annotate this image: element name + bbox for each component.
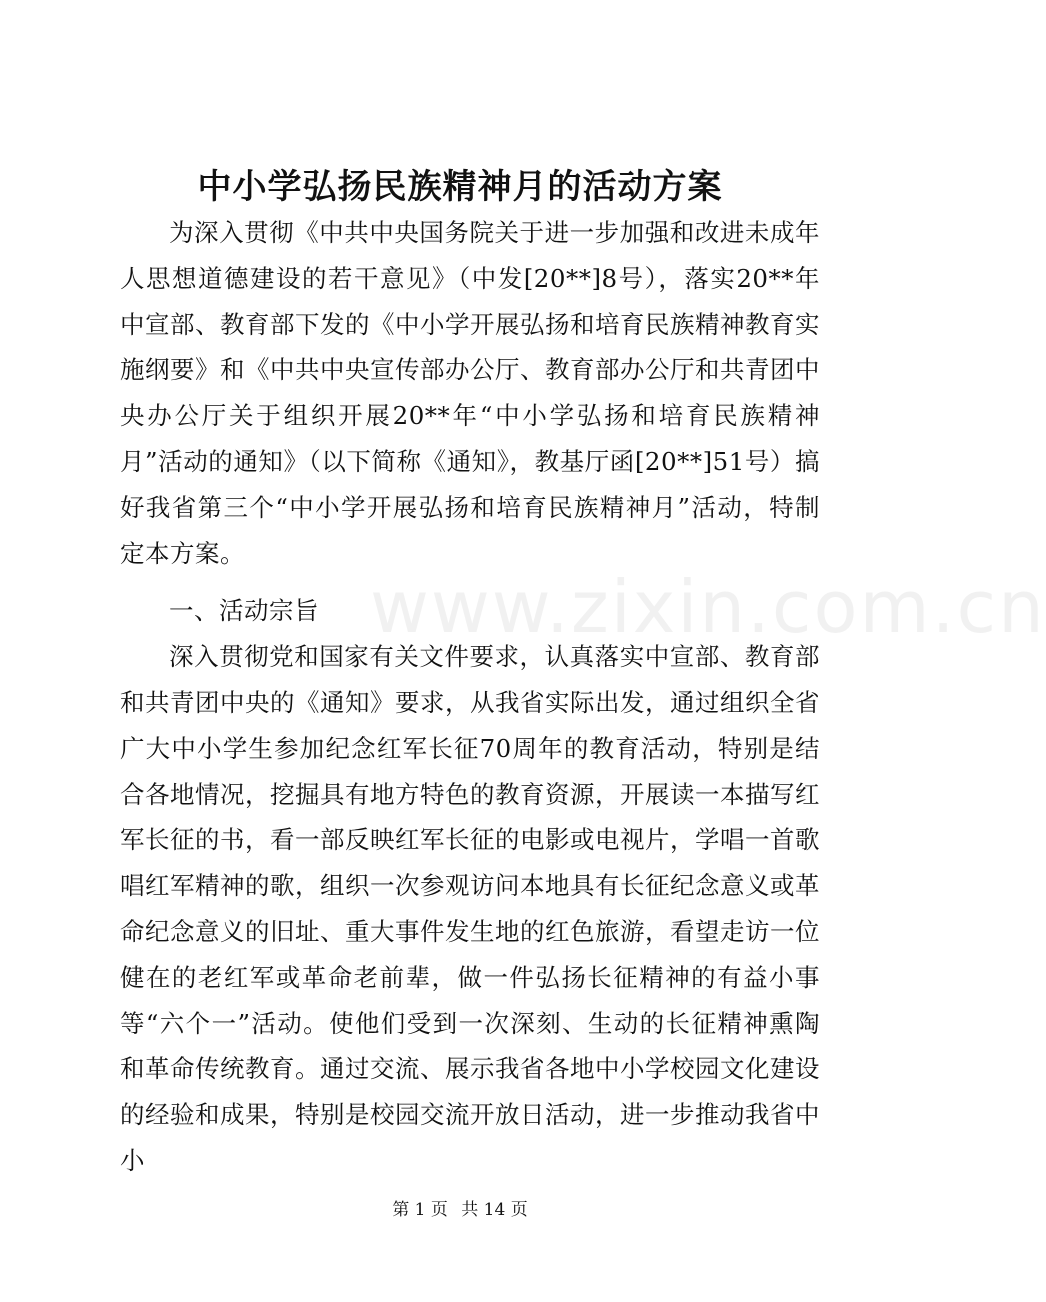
body-paragraph: 深入贯彻党和国家有关文件要求，认真落实中宣部、教育部和共青团中央的《通知》要求，从我省实际出发，通过组织全省广大中小学生参加纪念红军长征70周年的教育活动，特别是结合各地情况，挖掘具有地方特色的教育资源，开展读一本描写红军长征的书，看一部反映红军长征的电影或电视片，学唱一首歌唱红军精神的歌，组织一次参观访问本地具有长征纪念意义或革命纪念意义的旧址、重大事件发生地的红色旅游，看望走访一位健在的老红军或革命老前辈，做一件弘扬长征精神的有益小事等“六个一”活动。使他们受到一次深刻、生动的长征精神熏陶和革命传统教育。通过交流、展示我省各地中小学校园文化建设的经验和成果，特别是校园交流开放日活动，进一步推动我省中小 bbox=[120, 642, 820, 1175]
page-total: 共 14 页 bbox=[461, 1200, 528, 1220]
page-number: 第 1 页 bbox=[392, 1200, 448, 1220]
document-title: 中小学弘扬民族精神月的活动方案 bbox=[197, 167, 723, 207]
page-footer bbox=[0, 1195, 920, 1225]
watermark: www.zixin.com.cn bbox=[370, 565, 1046, 649]
section-heading: 一、活动宗旨 bbox=[169, 596, 319, 626]
document-body bbox=[120, 210, 820, 1184]
intro-paragraph: 为深入贯彻《中共中央国务院关于进一步加强和改进未成年人思想道德建设的若干意见》（中发[20**]8号），落实20**年中宣部、教育部下发的《中小学开展弘扬和培育民族精神教育实施纲要》和《中共中央宣传部办公厅、教育部办公厅和共青团中央办公厅关于组织开展20**年“中小学弘扬和培育民族精神月”活动的通知》（以下简称《通知》，教基厅函[20**]51号）搞好我省第三个“中小学开展弘扬和培育民族精神月”活动，特制定本方案。 bbox=[120, 218, 820, 568]
